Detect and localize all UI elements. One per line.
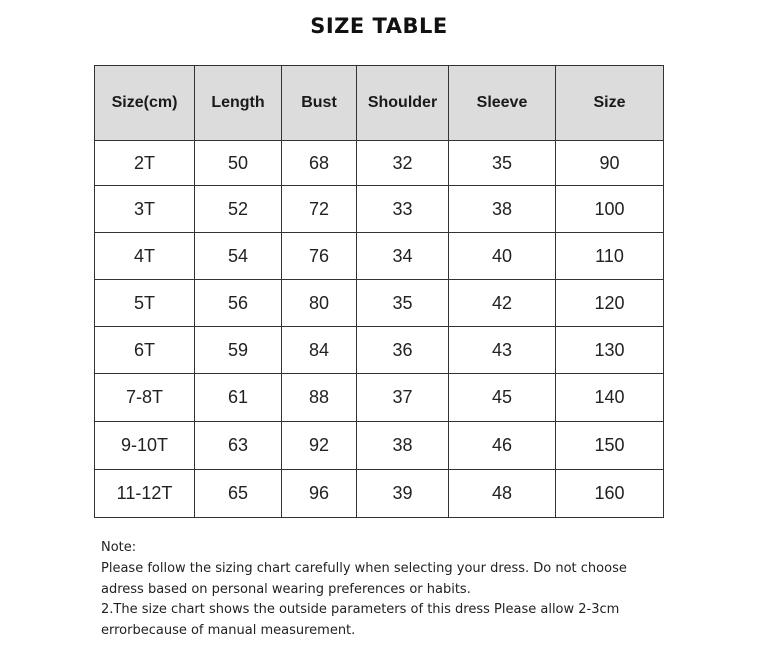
table-cell: 34 [357,233,449,280]
table-cell: 3T [95,186,195,233]
table-cell: 9-10T [95,422,195,470]
table-cell: 35 [449,141,556,186]
table-cell: 56 [195,280,282,327]
column-header: Size [556,66,664,141]
note-line-2: 2.The size chart shows the outside parameters of this dress Please allow 2-3cm errorbecause of manual measurement. [101,602,620,639]
table-row [95,233,664,280]
table-cell: 7-8T [95,374,195,422]
table-cell: 39 [357,470,449,518]
table-cell: 61 [195,374,282,422]
column-header: Sleeve [449,66,556,141]
size-table [94,65,664,518]
column-header: Bust [282,66,357,141]
table-row [95,374,664,422]
table-cell: 140 [556,374,664,422]
table-cell: 120 [556,280,664,327]
table-cell: 2T [95,141,195,186]
table-cell: 5T [95,280,195,327]
table-cell: 50 [195,141,282,186]
table-cell: 150 [556,422,664,470]
table-cell: 35 [357,280,449,327]
table-cell: 54 [195,233,282,280]
table-cell: 33 [357,186,449,233]
table-row [95,186,664,233]
table-cell: 88 [282,374,357,422]
table-header-row [95,66,664,141]
table-cell: 4T [95,233,195,280]
table-cell: 72 [282,186,357,233]
table-cell: 37 [357,374,449,422]
table-row [95,470,664,518]
table-cell: 38 [449,186,556,233]
table-cell: 76 [282,233,357,280]
page-title: SIZE TABLE [310,14,448,38]
column-header: Shoulder [357,66,449,141]
table-cell: 92 [282,422,357,470]
note-label: Note: [101,540,137,555]
table-cell: 84 [282,327,357,374]
table-cell: 43 [449,327,556,374]
table-cell: 42 [449,280,556,327]
table-cell: 130 [556,327,664,374]
table-cell: 68 [282,141,357,186]
table-cell: 90 [556,141,664,186]
table-row [95,327,664,374]
table-cell: 46 [449,422,556,470]
table-cell: 48 [449,470,556,518]
table-cell: 36 [357,327,449,374]
table-cell: 38 [357,422,449,470]
column-header: Size(cm) [95,66,195,141]
table-cell: 59 [195,327,282,374]
table-cell: 80 [282,280,357,327]
table-cell: 160 [556,470,664,518]
note-line-1: Please follow the sizing chart carefully when selecting your dress. Do not choose adress based on personal wearing preferences or habits. [101,560,627,597]
table-row [95,422,664,470]
table-cell: 65 [195,470,282,518]
column-header: Length [195,66,282,141]
table-cell: 52 [195,186,282,233]
table-cell: 11-12T [95,470,195,518]
table-row [95,280,664,327]
table-cell: 32 [357,141,449,186]
table-cell: 45 [449,374,556,422]
table-cell: 6T [95,327,195,374]
table-row [95,141,664,186]
table-cell: 40 [449,233,556,280]
table-cell: 96 [282,470,357,518]
table-cell: 63 [195,422,282,470]
size-note [101,538,671,642]
table-cell: 110 [556,233,664,280]
table-cell: 100 [556,186,664,233]
